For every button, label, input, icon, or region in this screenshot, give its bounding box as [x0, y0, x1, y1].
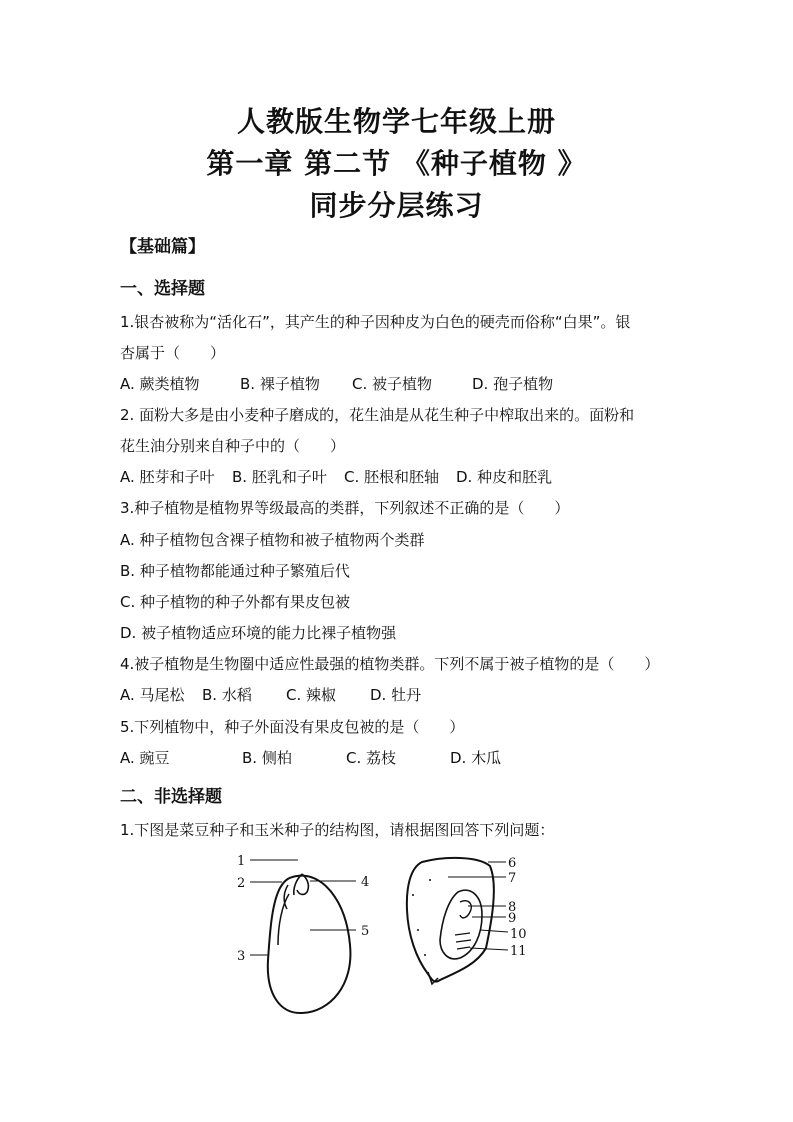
option-a: A. 蕨类植物 [120, 375, 200, 393]
question-3-stem: 3.种子植物是植物界等级最高的类群，下列叙述不正确的是（ ） [120, 499, 570, 517]
section-heading-nonchoice: 二、非选择题 [120, 787, 222, 807]
figure-label-8: 8 [508, 900, 517, 915]
option-d: D. 孢子植物 [472, 375, 554, 393]
question-4-stem: 4.被子植物是生物圈中适应性最强的植物类群。下列不属于被子植物的是（ ） [120, 655, 660, 673]
level-heading: 【基础篇】 [120, 237, 205, 257]
option-a: A. 胚芽和子叶 [120, 468, 215, 486]
corn-texture [412, 879, 431, 956]
option-a: A. 种子植物包含裸子植物和被子植物两个类群 [120, 531, 425, 549]
figure-label-7: 7 [508, 871, 517, 886]
figure-label-5: 5 [361, 924, 370, 939]
option-b: B. 种子植物都能通过种子繁殖后代 [120, 562, 350, 580]
figure-label-1: 1 [237, 854, 246, 869]
option-b: B. 胚乳和子叶 [232, 468, 327, 486]
option-a: A. 豌豆 [120, 749, 170, 767]
figure-label-9: 9 [508, 911, 517, 926]
corn-seed-outline [407, 858, 494, 982]
question-nonchoice-1-stem: 1.下图是菜豆种子和玉米种子的结构图，请根据图回答下列问题： [120, 821, 555, 839]
question-5-stem: 5.下列植物中，种子外面没有果皮包被的是（ ） [120, 718, 465, 736]
option-c: C. 荔枝 [346, 749, 397, 767]
exercise-title: 同步分层练习 [309, 189, 484, 222]
option-c: C. 辣椒 [286, 686, 337, 704]
document-title: 人教版生物学七年级上册 [236, 105, 556, 138]
figure-label-3: 3 [237, 949, 246, 964]
question-2-stem: 2. 面粉大多是由小麦种子磨成的，花生油是从花生种子中榨取出来的。面粉和 [120, 406, 635, 424]
option-d: D. 牡丹 [370, 686, 422, 704]
option-c: C. 胚根和胚轴 [344, 468, 440, 486]
figure-label-10: 10 [510, 927, 527, 942]
figure-label-11: 11 [510, 944, 527, 959]
section-heading-choice: 一、选择题 [120, 279, 205, 299]
option-d: D. 被子植物适应环境的能力比裸子植物强 [120, 624, 397, 642]
bean-seed-outline [268, 876, 351, 1013]
figure-label-6: 6 [508, 856, 517, 871]
chapter-title: 第一章 第二节 《种子植物 》 [206, 147, 587, 180]
corn-radicle [455, 933, 471, 949]
bean-seed-diagram [268, 874, 351, 1013]
question-1-stem-cont: 杏属于（ ） [120, 344, 226, 362]
option-b: B. 裸子植物 [240, 375, 320, 393]
option-a: A. 马尾松 [120, 686, 185, 704]
option-b: B. 侧柏 [242, 749, 292, 767]
option-b: B. 水稻 [202, 686, 252, 704]
corn-plumule [460, 901, 471, 918]
option-d: D. 木瓜 [450, 749, 502, 767]
question-2-stem-cont: 花生油分别来自种子中的（ ） [120, 437, 346, 455]
figure-label-4: 4 [361, 875, 370, 890]
figure-label-2: 2 [237, 876, 246, 891]
option-c: C. 被子植物 [352, 375, 433, 393]
question-1-stem: 1.银杏被称为“活化石”，其产生的种子因种皮为白色的硬壳而俗称“白果”。银 [120, 313, 631, 331]
option-c: C. 种子植物的种子外都有果皮包被 [120, 593, 351, 611]
option-d: D. 种皮和胚乳 [456, 468, 553, 486]
